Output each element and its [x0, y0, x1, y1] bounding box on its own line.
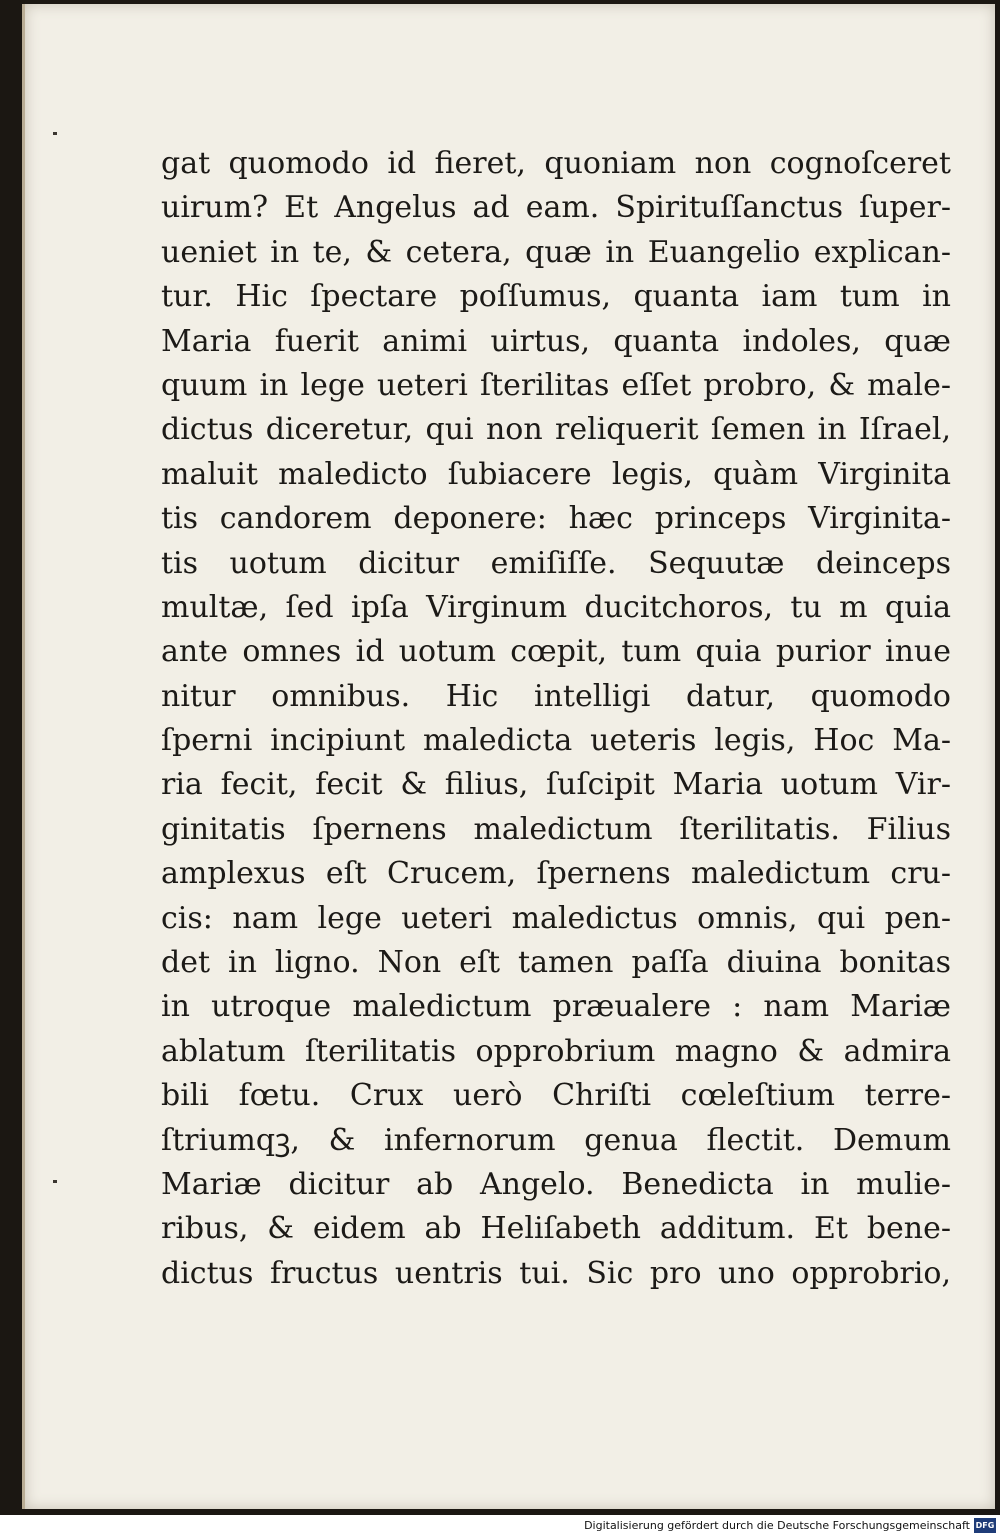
text-line: dictus diceretur, qui non reliquerit ſemen in Iſrael, [161, 412, 951, 448]
text-line: tis uotum dicitur emiſiſſe. Sequutæ deinceps [161, 545, 951, 581]
margin-speck [53, 1180, 57, 1183]
dfg-logo-icon: DFG [974, 1518, 996, 1533]
margin-speck [53, 132, 57, 135]
text-line: in utroque maledictum præualere : nam Mariæ [161, 989, 951, 1025]
text-line: dictus fructus uentris tui. Sic pro uno opprobrio, [161, 1255, 951, 1291]
text-line: Mariæ dicitur ab Angelo. Benedicta in mulie- [161, 1166, 951, 1202]
text-line: tis candorem deponere: hæc princeps Virginita- [161, 501, 951, 537]
funding-credit: Digitalisierung gefördert durch die Deutsche Forschungsgemeinschaft [584, 1519, 970, 1532]
text-line: ginitatis ſpernens maledictum ſterilitatis. Filius [161, 811, 951, 847]
text-line: gat quomodo id fieret, quoniam non cognoſceret [161, 146, 951, 181]
text-line: ribus, & eidem ab Heliſabeth additum. Et bene- [161, 1211, 951, 1247]
text-line: ſtriumqꝫ, & infernorum genua flectit. Demum [161, 1122, 951, 1158]
text-line: ria fecit, fecit & filius, ſuſcipit Maria uotum Vir- [161, 767, 951, 803]
text-line: quum in lege ueteri ſterilitas eſſet probro, & male- [161, 367, 951, 403]
footer-bar [0, 1515, 1000, 1538]
text-line: ablatum ſterilitatis opprobrium magno & admira [161, 1033, 951, 1069]
text-line: multæ, ſed ipſa Virginum ducitchoros, tu m quia [161, 589, 951, 625]
text-line: nitur omnibus. Hic intelligi datur, quomodo [161, 678, 951, 714]
text-line: uirum? Et Angelus ad eam. Spirituſſanctus ſuper- [161, 190, 951, 226]
book-page [22, 4, 995, 1509]
text-line: ante omnes id uotum cœpit, tum quia purior inue [161, 634, 951, 670]
text-line: maluit maledicto ſubiacere legis, quàm Virginita [161, 456, 951, 492]
text-line: cis: nam lege ueteri maledictus omnis, qui pen- [161, 900, 951, 936]
text-line: ſperni incipiunt maledicta ueteris legis, Hoc Ma- [161, 723, 951, 759]
text-line: ueniet in te, & cetera, quæ in Euangelio explican- [161, 234, 951, 270]
text-line: det in ligno. Non eſt tamen paſſa diuina bonitas [161, 945, 951, 981]
text-line: bili fœtu. Crux uerò Chriſti cœleſtium terre- [161, 1078, 951, 1114]
text-line: amplexus eſt Crucem, ſpernens maledictum cru- [161, 856, 951, 892]
text-line: Maria fuerit animi uirtus, quanta indoles, quæ [161, 323, 951, 359]
text-line: tur. Hic ſpectare poſſumus, quanta iam tum in [161, 279, 951, 315]
body-text [161, 142, 951, 1296]
